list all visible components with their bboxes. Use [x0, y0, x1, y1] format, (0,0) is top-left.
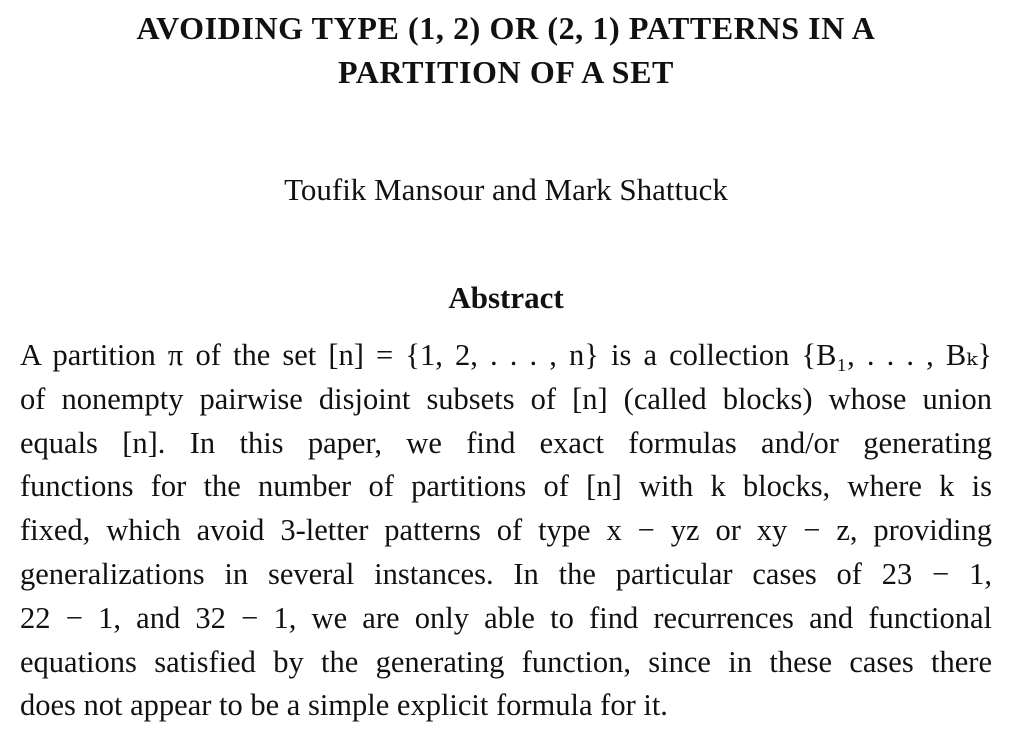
title-line-1: AVOIDING TYPE (1, 2) OR (2, 1) PATTERNS IN A [136, 10, 876, 46]
abstract-body [20, 334, 992, 728]
abstract-line-8: equations satisfied by the generating function, since in these cases there [20, 644, 992, 679]
abstract-line-9: does not appear to be a simple explicit formula for it. [20, 688, 668, 723]
abstract-line-4: functions for the number of partitions of [n] with k blocks, where k is [20, 469, 992, 504]
abstract-heading: Abstract [448, 280, 564, 315]
title-line-2: PARTITION OF A SET [338, 54, 674, 90]
paper-page [20, 0, 992, 728]
abstract-line-2: of nonempty pairwise disjoint subsets of [n] (called blocks) whose union [20, 381, 992, 416]
abstract-line-5: fixed, which avoid 3-letter patterns of type x − yz or xy − z, providing [20, 513, 992, 548]
abstract-line-7: 22 − 1, and 32 − 1, we are only able to find recurrences and functional [20, 600, 992, 635]
abstract-line-6: generalizations in several instances. In the particular cases of 23 − 1, [20, 556, 992, 591]
abstract-line-1: A partition π of the set [n] = {1, 2, . . . , n} is a collection {B₁, . . . , Bₖ} [20, 338, 992, 372]
paper-authors: Toufik Mansour and Mark Shattuck [284, 172, 728, 207]
abstract-line-3: equals [n]. In this paper, we find exact formulas and/or generating [20, 425, 992, 460]
paper-title [20, 6, 992, 94]
